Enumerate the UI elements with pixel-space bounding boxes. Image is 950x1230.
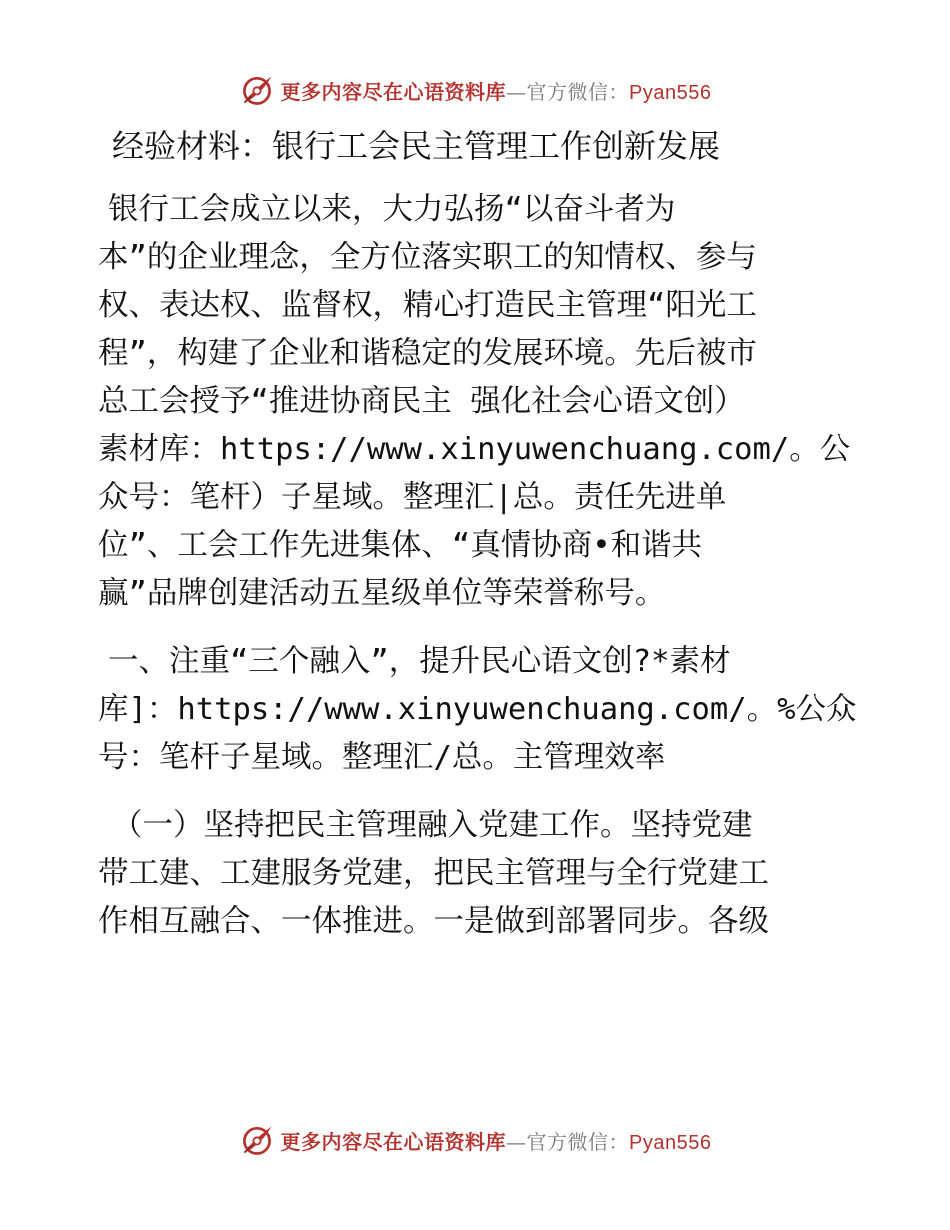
text-line: 众号：笔杆）子星域。整理汇|总。责任先进单: [98, 480, 727, 515]
paragraph-2: [98, 638, 858, 782]
text-line: 素材库：https://www.xinyuwenchuang.com/。公: [98, 432, 851, 467]
text-line: 位”、工会工作先进集体、“真情协商•和谐共: [98, 528, 703, 563]
banner-main-text: 更多内容尽在心语资料库: [280, 1129, 507, 1154]
text-line: 带工建、工建服务党建，把民主管理与全行党建工: [98, 856, 769, 891]
banner-official-label: 官方微信：: [526, 1129, 630, 1154]
text-line: 总工会授予“推进协商民主 强化社会心语文创）: [98, 384, 745, 419]
paragraph-1: [98, 186, 858, 618]
text-line: 库]：https://www.xinyuwenchuang.com/。%公众: [98, 692, 857, 727]
text-line: 一、注重“三个融入”，提升民心语文创?*素材: [108, 644, 731, 679]
document-title: 经验材料：银行工会民主管理工作创新发展: [112, 127, 721, 165]
text-line: 本”的企业理念，全方位落实职工的知情权、参与: [98, 240, 757, 275]
text-line: 号：笔杆子星域。整理汇/总。主管理效率: [98, 740, 666, 775]
text-line: （一）坚持把民主管理融入党建工作。坚持党建: [112, 808, 753, 843]
text-line: 权、表达权、监督权，精心打造民主管理“阳光工: [98, 288, 757, 323]
paragraph-3: [98, 802, 858, 946]
header-watermark-banner: [0, 70, 950, 110]
quill-logo-icon: [239, 1122, 275, 1158]
text-line: 赢”品牌创建活动五星级单位等荣誉称号。: [98, 576, 666, 611]
document-body: [98, 122, 858, 966]
quill-logo-icon: [239, 72, 275, 108]
text-line: 银行工会成立以来，大力弘扬“以奋斗者为: [108, 192, 676, 227]
banner-text: [281, 76, 712, 105]
footer-watermark-banner: [0, 1120, 950, 1160]
banner-official-label: 官方微信：: [526, 79, 630, 104]
banner-dash: —: [506, 1129, 527, 1154]
text-line: 作相互融合、一体推进。一是做到部署同步。各级: [98, 904, 769, 939]
banner-wechat-handle: Pyan556: [629, 1131, 712, 1154]
banner-wechat-handle: Pyan556: [629, 81, 712, 104]
banner-dash: —: [506, 79, 527, 104]
text-line: 程”，构建了企业和谐稳定的发展环境。先后被市: [98, 336, 757, 371]
banner-text: [281, 1126, 712, 1155]
banner-main-text: 更多内容尽在心语资料库: [280, 79, 507, 104]
